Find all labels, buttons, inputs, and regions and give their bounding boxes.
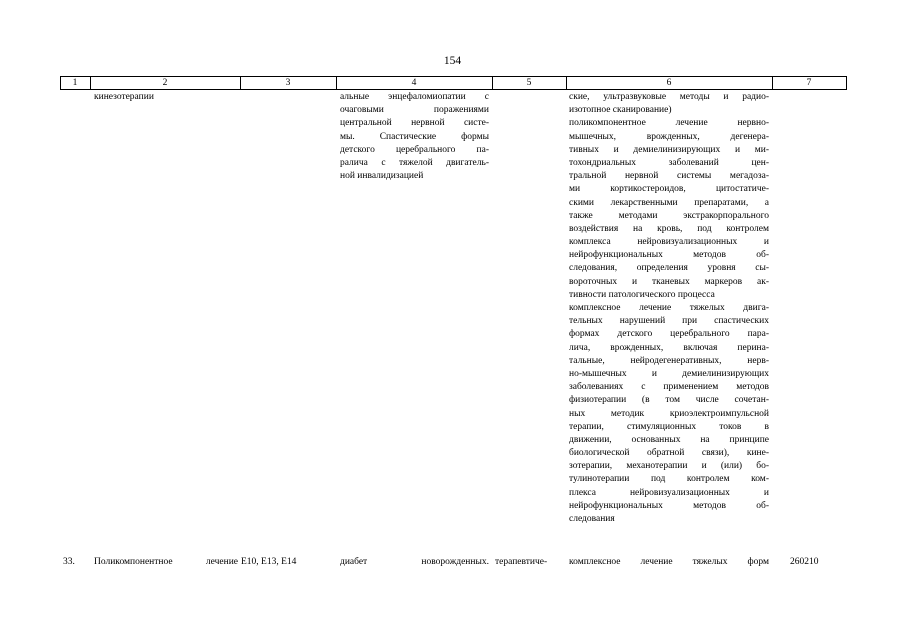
header-col-7: 7 [806,78,812,88]
row-33-number: 33. [63,557,75,567]
text-line: центральной нервной систе- [340,118,489,129]
text-line: тивных и демиелинизирующих и ми- [569,144,769,155]
header-col-5: 5 [526,78,532,88]
text-line: ские, ультразвуковые методы и радио- [569,92,769,102]
table-header-bottom-rule [60,89,847,90]
text-line: также методами экстракорпорального [569,210,769,221]
header-col-1: 1 [72,78,78,88]
text-line: очаговыми поражениями [340,105,489,116]
text-line: терапии, стимуляционных токов в [569,421,769,432]
continued-col2-cell [94,91,234,104]
text-line: ной инвалидизацией [340,171,424,182]
text-line: мы. Спастические формы [340,131,489,142]
row-33-name: Поликомпонентное лечение [94,557,238,567]
continued-col6-cell [569,91,769,526]
text-line: альные энцефаломиопатии с [340,92,489,102]
row-33-model: диабет новорожденных. [340,557,489,567]
header-col-4: 4 [411,78,417,88]
text-line: ми кортикостероидов, цитостатиче- [569,184,769,195]
text-line: лича, врожденных, включая перина- [569,342,769,353]
text-line: движении, основанных на принципе [569,434,769,445]
text-line: тральной нервной системы мегадоза- [569,171,769,182]
header-divider [846,76,847,89]
text-line: комплекса нейровизуализационных и [569,237,769,248]
text-line: мышечных, врожденных, дегенера- [569,131,769,142]
text-line: формах детского церебрального пара- [569,329,769,340]
text-line: тельных нарушений при спастических [569,316,769,327]
text-line: биологической обратной связи), кине- [569,448,769,459]
text-line: комплексное лечение тяжелых двига- [569,303,769,313]
text-line: скими лекарственными препаратами, а [569,197,769,208]
text-line: ных методик криоэлектроимпульсной [569,408,769,419]
text-line: физиотерапии (в том числе сочетан- [569,395,769,406]
text-line: детского церебрального па- [340,144,489,155]
header-col-2: 2 [162,78,168,88]
page-number: 154 [443,55,462,67]
text-line: следования [569,514,615,524]
text-line: поликомпонентное лечение нервно- [569,118,769,129]
continued-col4-cell [340,91,489,183]
text-line: плекса нейровизуализационных и [569,487,769,498]
row-33-method: комплексное лечение тяжелых форм [569,557,769,567]
text-line: заболеваниях с применением методов [569,382,769,393]
text-line: нейрофункциональных методов об- [569,500,769,511]
text-line: ралича с тяжелой двигатель- [340,157,489,168]
text-line: воздействия на кровь, под контролем [569,223,769,234]
text-line: зотерапии, механотерапии и (или) бо- [569,461,769,472]
header-col-3: 3 [285,78,291,88]
header-col-6: 6 [666,78,672,88]
text-line: но-мышечных и демиелинизирующих [569,368,769,379]
row-33-treatment-type: терапевтиче- [495,557,548,567]
text-line: тальные, нейродегенеративных, нерв- [569,355,769,366]
text-line: вороточных и тканевых маркеров ак- [569,276,769,287]
text-line: тулинотерапии под контролем ком- [569,474,769,485]
text-line: тохондриальных заболеваний цен- [569,157,769,168]
text-line: нейрофункциональных методов об- [569,250,769,261]
row-33-codes: E10, E13, E14 [241,557,297,567]
text-line: изотопное сканирование) [569,105,672,116]
text-line: тивности патологического процесса [569,289,715,300]
text-line: следования, определения уровня сы- [569,263,769,274]
text-line: кинезотерапии [94,92,154,102]
row-33-cost: 260210 [790,557,819,567]
